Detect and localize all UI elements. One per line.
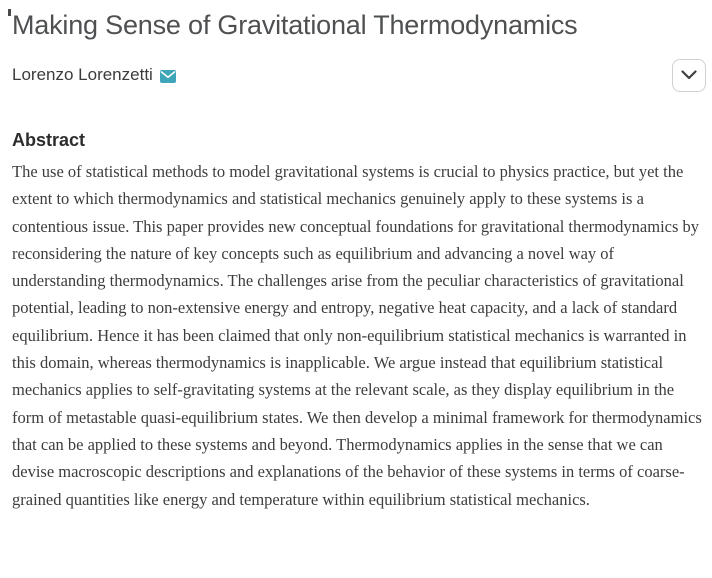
author-row: [12, 58, 706, 92]
abstract-text: The use of statistical methods to model gravitational systems is crucial to physics practice, but yet the extent to which thermodynamics and statistical mechanics genuinely apply to these systems is a contentious issue. This paper provides new conceptual foundations for gravitational thermodynamics by reconsidering the nature of key concepts such as equilibrium and advancing a novel way of understanding thermodynamics. The challenges arise from the peculiar characteristics of gravitational potential, leading to non-extensive energy and entropy, negative heat capacity, and a lack of standard equilibrium. Hence it has been claimed that only non-equilibrium statistical mechanics is warranted in this domain, whereas thermodynamics is inapplicable. We argue instead that equilibrium statistical mechanics applies to self-gravitating systems at the relevant scale, as they display equilibrium in the form of metastable quasi-equilibrium states. We then develop a minimal framework for thermodynamics that can be applied to these systems and beyond. Thermodynamics applies in the sense that we can devise macroscopic descriptions and explanations of the behavior of these systems in terms of coarse-grained quantities like energy and temperature within equilibrium statistical mechanics.: [12, 162, 702, 509]
expand-author-info-button[interactable]: [672, 59, 706, 92]
chevron-down-icon: [681, 70, 697, 80]
page-title: Making Sense of Gravitational Thermodynamics: [12, 10, 578, 40]
abstract-heading: Abstract: [12, 130, 86, 150]
author-group[interactable]: [12, 65, 176, 85]
envelope-icon[interactable]: [160, 70, 176, 83]
edge-artifact: [8, 9, 11, 16]
author-name[interactable]: Lorenzo Lorenzetti: [12, 65, 153, 84]
